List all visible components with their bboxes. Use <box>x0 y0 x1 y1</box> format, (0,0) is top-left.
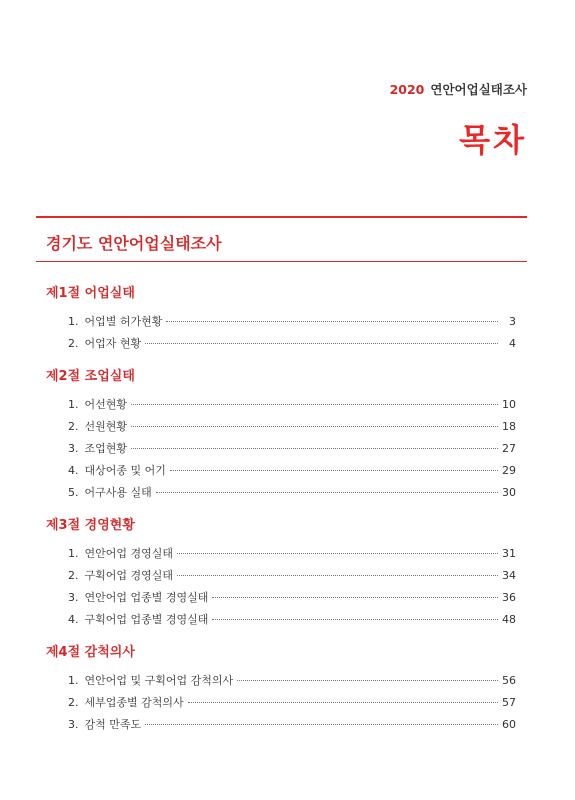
entry-label: 연안어업 업종별 경영실태 <box>84 591 209 604</box>
entry-label: 연안어업 및 구획어업 감척의사 <box>84 674 234 687</box>
entry-page-number: 18 <box>502 420 516 433</box>
entry-number: 1. <box>68 315 79 328</box>
entry-page-number: 31 <box>502 547 516 560</box>
entry-number: 3. <box>68 591 79 604</box>
entry-number: 2. <box>68 569 79 582</box>
entry-label: 어선현황 <box>84 398 128 411</box>
entry-label: 어구사용 실태 <box>84 486 152 499</box>
entry-number: 2. <box>68 337 79 350</box>
toc-chapter <box>46 644 516 736</box>
entry-label: 구획어업 업종별 경영실태 <box>84 613 209 626</box>
entry-page-number: 34 <box>502 569 516 582</box>
page-title: 목차 <box>459 121 527 159</box>
dot-leader <box>188 701 498 703</box>
entry-page-number: 60 <box>502 718 516 731</box>
entry-number: 2. <box>68 696 79 709</box>
entry-label: 세부업종별 감척의사 <box>84 696 184 709</box>
dot-leader <box>131 447 498 449</box>
dot-leader <box>170 469 498 471</box>
dot-leader <box>177 574 498 576</box>
entry-label: 선원현황 <box>84 420 128 433</box>
section-top-rule <box>36 216 527 218</box>
toc-entry[interactable] <box>46 394 516 416</box>
entry-number: 3. <box>68 442 79 455</box>
entry-page-number: 29 <box>502 464 516 477</box>
dot-leader <box>145 723 498 725</box>
entry-page-number: 3 <box>509 315 516 328</box>
toc-entry[interactable] <box>46 670 516 692</box>
entry-number: 3. <box>68 718 79 731</box>
entry-page-number: 10 <box>502 398 516 411</box>
entry-label: 어업별 허가현황 <box>84 315 163 328</box>
report-year: 2020 <box>389 82 425 97</box>
entry-label: 어업자 현황 <box>84 337 142 350</box>
entry-label: 구획어업 경영실태 <box>84 569 174 582</box>
chapter-title[interactable]: 제4절 감척의사 <box>46 645 135 660</box>
entry-label: 연안어업 경영실태 <box>84 547 174 560</box>
chapter-title[interactable]: 제3절 경영현황 <box>46 518 135 533</box>
dot-leader <box>166 320 498 322</box>
chapter-title[interactable]: 제1절 어업실태 <box>46 286 135 301</box>
toc-chapter <box>46 517 516 631</box>
dot-leader <box>131 425 498 427</box>
section-bottom-rule <box>36 261 527 262</box>
dot-leader <box>212 618 498 620</box>
entry-page-number: 56 <box>502 674 516 687</box>
table-of-contents <box>46 285 516 749</box>
document-subtitle <box>390 80 527 98</box>
toc-entry[interactable] <box>46 438 516 460</box>
toc-entry[interactable] <box>46 311 516 333</box>
section-title: 경기도 연안어업실태조사 <box>46 234 222 253</box>
toc-entry[interactable] <box>46 692 516 714</box>
chapter-title[interactable]: 제2절 조업실태 <box>46 369 135 384</box>
toc-entry[interactable] <box>46 460 516 482</box>
dot-leader <box>145 342 498 344</box>
entry-page-number: 27 <box>502 442 516 455</box>
toc-entry[interactable] <box>46 416 516 438</box>
dot-leader <box>237 679 498 681</box>
entry-page-number: 57 <box>502 696 516 709</box>
toc-entry[interactable] <box>46 565 516 587</box>
toc-entry[interactable] <box>46 609 516 631</box>
toc-entry[interactable] <box>46 543 516 565</box>
entry-number: 4. <box>68 613 79 626</box>
dot-leader <box>177 552 498 554</box>
entry-page-number: 30 <box>502 486 516 499</box>
dot-leader <box>212 596 498 598</box>
survey-name: 연안어업실태조사 <box>430 82 527 97</box>
entry-number: 1. <box>68 398 79 411</box>
toc-entry[interactable] <box>46 714 516 736</box>
entry-label: 감척 만족도 <box>84 718 142 731</box>
entry-page-number: 4 <box>509 337 516 350</box>
entry-label: 조업현황 <box>84 442 128 455</box>
entry-number: 2. <box>68 420 79 433</box>
entry-page-number: 36 <box>502 591 516 604</box>
entry-number: 1. <box>68 547 79 560</box>
entry-number: 5. <box>68 486 79 499</box>
toc-chapter <box>46 368 516 504</box>
toc-entry[interactable] <box>46 587 516 609</box>
dot-leader <box>131 403 498 405</box>
entry-label: 대상어종 및 어기 <box>84 464 166 477</box>
entry-page-number: 48 <box>502 613 516 626</box>
toc-entry[interactable] <box>46 482 516 504</box>
entry-number: 4. <box>68 464 79 477</box>
entry-number: 1. <box>68 674 79 687</box>
toc-chapter <box>46 285 516 355</box>
dot-leader <box>156 491 498 493</box>
toc-entry[interactable] <box>46 333 516 355</box>
